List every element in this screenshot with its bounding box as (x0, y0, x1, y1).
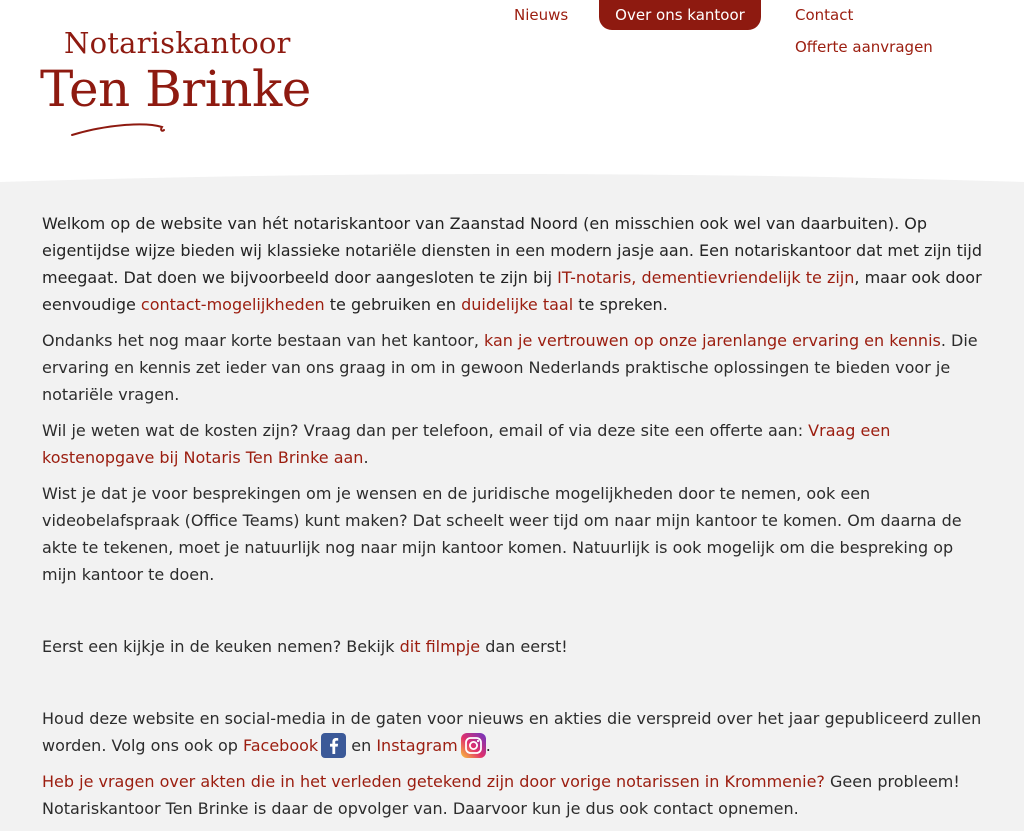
intro-text-3: te gebruiken en (324, 295, 462, 314)
contact-options-link[interactable]: contact-mogelijkheden (140, 295, 325, 314)
clear-language-link[interactable]: duidelijke taal (461, 295, 574, 314)
quote-request-link[interactable]: Vraag een kostenopgave bij Notaris Ten Brinke aan (42, 421, 891, 467)
predecessor-paragraph (42, 768, 982, 822)
experience-text-1: Ondanks het nog maar korte bestaan van het kantoor, (42, 331, 484, 350)
social-paragraph (42, 705, 982, 759)
intro-text-2: , maar ook door eenvoudige (42, 268, 982, 314)
video-text-1: Eerst een kijkje in de keuken nemen? Bekijk (42, 637, 400, 656)
experience-text-2: . Die ervaring en kennis zet ieder van ons graag in om in gewoon Nederlands praktische oplossingen te bieden voor je notariële vragen. (42, 331, 978, 404)
social-text-1: Houd deze website en social-media in de gaten voor nieuws en akties die verspreid over het jaar gepubliceerd zullen worden. Volg ons ook op (42, 709, 982, 755)
predecessor-text: Geen probleem! Notariskantoor Ten Brinke is daar de opvolger van. Daarvoor kun je dus ook contact opnemen. (42, 772, 960, 818)
predecessor-link[interactable]: Heb je vragen over akten die in het verleden getekend zijn door vorige notarissen in Krommenie? (42, 772, 825, 791)
logo-line-1: Notariskantoor (64, 26, 291, 60)
video-link[interactable]: dit filmpje (399, 637, 481, 656)
logo-swoosh-icon (68, 118, 208, 142)
costs-text-1: Wil je weten wat de kosten zijn? Vraag dan per telefoon, email of via deze site een offerte aan: (42, 421, 809, 440)
it-notaris-link[interactable]: IT-notaris, dementievriendelijk te zijn (557, 268, 855, 287)
social-text-3: . (485, 736, 491, 755)
costs-text-2: . (363, 448, 369, 467)
facebook-icon[interactable] (321, 733, 346, 758)
video-text-2: dan eerst! (480, 637, 568, 656)
main-content (42, 210, 982, 831)
experience-link[interactable]: kan je vertrouwen op onze jarenlange ervaring en kennis (483, 331, 941, 350)
site-header (0, 0, 1024, 200)
video-call-paragraph: Wist je dat je voor besprekingen om je wensen en de juridische mogelijkheden door te nemen, ook een videobelafspraak (Office Teams) kunt maken? Dat scheelt weer tijd om naar mijn kantoor te komen. Om daarna de akte te tekenen, moet je natuurlijk nog naar mijn kantoor komen. Natuurlijk is ook mogelijk om die bespreking op mijn kantoor te doen. (42, 484, 962, 584)
nav-nieuws[interactable]: Nieuws (514, 6, 569, 24)
instagram-link[interactable]: Instagram (376, 736, 458, 755)
social-text-2: en (346, 736, 377, 755)
experience-paragraph (42, 327, 982, 408)
costs-paragraph (42, 417, 982, 471)
site-logo[interactable] (40, 26, 310, 146)
facebook-link[interactable]: Facebook (242, 736, 319, 755)
nav-contact[interactable]: Contact (795, 6, 854, 24)
intro-text-1: Welkom op de website van hét notariskantoor van Zaanstad Noord (en misschien ook wel van daarbuiten). Op eigentijdse wijze bieden wij klassieke notariële diensten in een modern jasje aan. Een notariskantoor dat met zijn tijd meegaat. Dat doen we bijvoorbeeld door aangesloten te zijn bij (42, 214, 982, 287)
intro-text-4: te spreken. (573, 295, 668, 314)
nav-offerte-aanvragen[interactable]: Offerte aanvragen (795, 38, 933, 56)
logo-line-2: Ten Brinke (40, 60, 311, 118)
nav-over-ons-kantoor[interactable]: Over ons kantoor (599, 0, 761, 30)
video-paragraph (42, 633, 982, 660)
intro-paragraph (42, 210, 982, 318)
instagram-icon[interactable] (461, 733, 486, 758)
